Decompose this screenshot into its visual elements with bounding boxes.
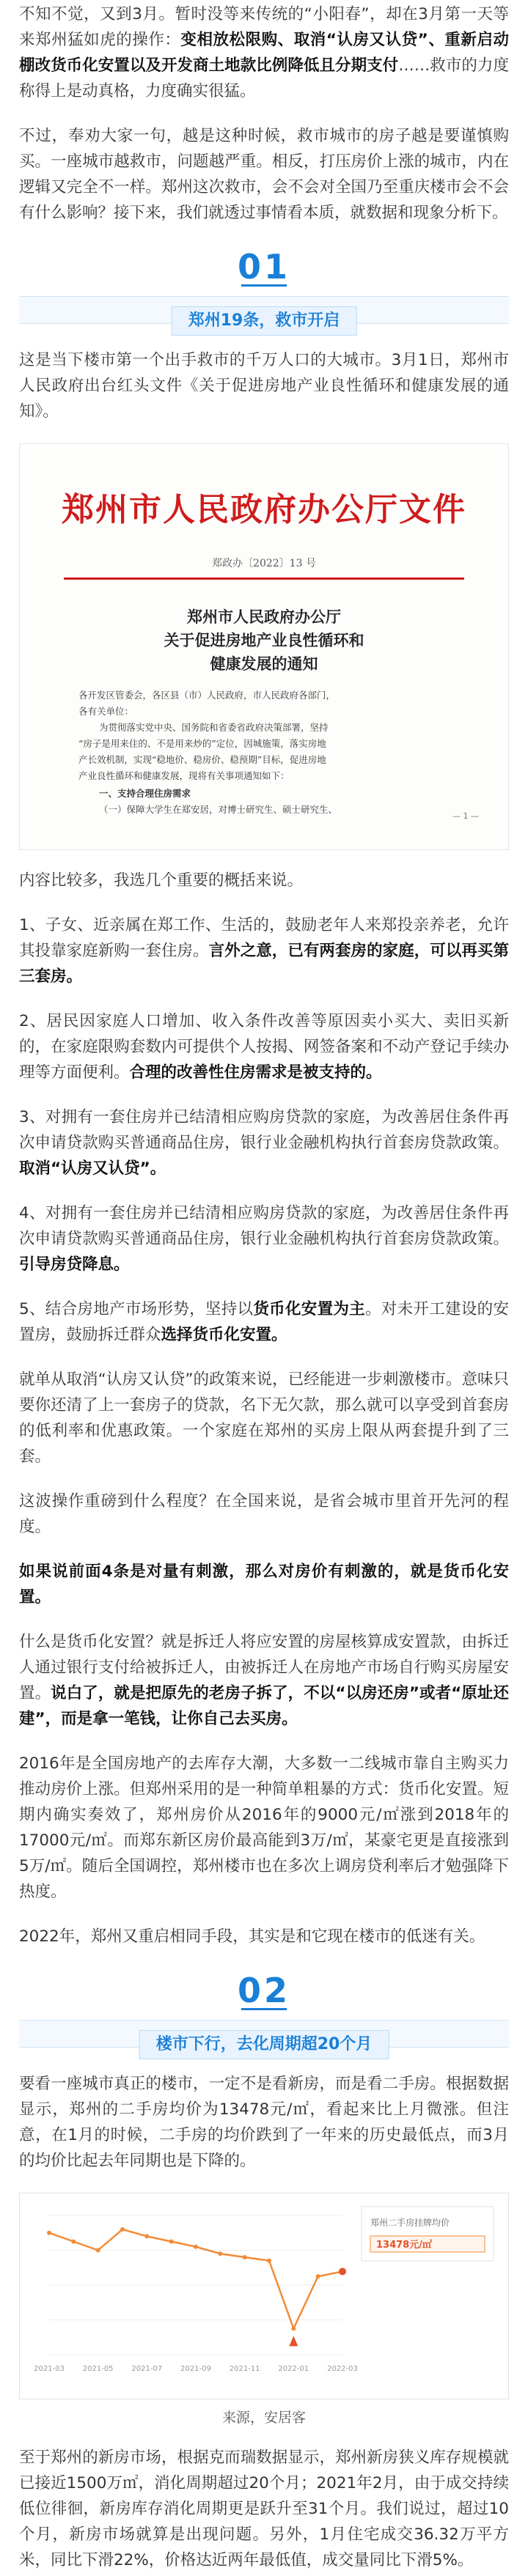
chart-point: [218, 2251, 222, 2256]
chart-grid: [49, 2215, 342, 2355]
section-number: 02: [237, 1971, 290, 2010]
intro-bold-text: 变相放松限购、取消“认房又认贷”、重新启动棚改货币化安置以及开发商土地款比例降低且分期支付: [19, 31, 509, 75]
chart-low-point-arrow: [289, 2336, 298, 2346]
document-number: 郑政办〔2022〕13 号: [212, 558, 316, 569]
chart-x-tick-label: 2021-05: [82, 2365, 114, 2373]
section-title: 楼市下行，去化周期超20个月: [139, 2030, 389, 2059]
chart-point: [316, 2274, 320, 2278]
section-1-paragraph-1: 这是当下楼市第一个出手救市的千万人口的大城市。3月1日，郑州市人民政府出台红头文件《关于促进房地产业良性循环和健康发展的通知》。: [19, 351, 509, 421]
section-1-paragraph-3: 就单从取消“认房又认贷”的政策来说，已经能进一步刺激楼市。意味只要你还清了上一套房子的贷款，名下无欠款，那么就可以享受到首套房的低利率和优惠政策。一个家庭在郑州的买房上限从两套提升到了三套。: [19, 1370, 509, 1466]
chart-point: [96, 2248, 100, 2253]
chart-series-line: [49, 2229, 342, 2328]
chart-x-ticks: [34, 2365, 358, 2373]
chart-x-tick-label: 2021-11: [229, 2365, 260, 2373]
price-trend-chart: [19, 2193, 509, 2399]
chart-points: [47, 2227, 346, 2346]
section-1-paragraph-5: 如果说前面4条是对量有刺激，那么对房价有刺激的，就是货币化安置。: [19, 1562, 509, 1606]
chart-point: [339, 2267, 346, 2275]
section-1-banner: [19, 245, 509, 331]
notice-title: 郑州市人民政府办公厅 关于促进房地产业良性循环和 健康发展的通知: [164, 608, 364, 673]
chart-x-tick-label: 2021-09: [180, 2365, 211, 2373]
section-number: 01: [237, 247, 290, 287]
section-2-banner: [19, 1968, 509, 2055]
section-1-paragraph-7: 2016年是全国房地产的去库存大潮，大多数一二线城市靠自主购买力推动房价上涨。但郑州采用的是一种简单粗暴的方式：货币化安置。短期内确实奏效了，郑州房价从2016年的9000元/㎡涨到2018年的17000元/㎡。而郑东新区房价最高能到3万/㎡，某豪宅更是直接涨到5万/㎡。随后全国调控，郑州楼市也在多次上调房贷利率后才勉强降下热度。: [19, 1754, 509, 1901]
chart-legend: [362, 2207, 494, 2261]
section-1-paragraph-2: 内容比较多，我选几个重要的概括来说。: [19, 871, 304, 890]
government-document-image: [19, 443, 509, 850]
chart-point: [194, 2245, 198, 2249]
document-page-number: — 1 —: [452, 811, 479, 821]
section-1-paragraph-8: 2022年，郑州又重启相同手段，其实是和它现在楼市的低迷有关。: [19, 1927, 485, 1946]
section-2-paragraph-2: 至于郑州的新房市场，根据克而瑞数据显示，郑州新房狭义库存规模就已接近1500万㎡，消化周期超过20个月；2021年2月，由于成交持续低位徘徊，新房库存消化周期更是跃升至31个月。我们说过，超过10个月，新房市场就算是出现问题。另外，1月住宅成交36.32万平方米，同比下滑22%，价格达近两年最低值，成交量同比下滑5%。: [19, 2448, 509, 2569]
chart-point: [144, 2234, 149, 2239]
section-title: 郑州19条，救市开启: [172, 306, 357, 336]
price-trend-chart-svg: [20, 2193, 508, 2399]
policy-item-1: 1、子女、近亲属在郑工作、生活的，鼓励老年人来郑投亲养老，允许其投靠家庭新购一套住房。言外之意，已有两套房的家庭，可以再买第三套房。: [19, 916, 509, 986]
chart-caption: 来源，安居客: [221, 2410, 306, 2426]
legend-label: 郑州二手房挂牌均价: [370, 2218, 450, 2228]
policy-item-4: 4、对拥有一套住房并已结清相应购房贷款的家庭，为改善居住条件再次申请贷款购买普通商品住房，银行业金融机构执行首套房贷款政策。引导房贷降息。: [19, 1204, 509, 1274]
chart-point: [243, 2255, 247, 2259]
document-red-header: 郑州市人民政府办公厅文件: [62, 491, 466, 528]
chart-x-tick-label: 2021-03: [34, 2365, 65, 2373]
policy-item-5: 5、结合房地产市场形势，坚持以货币化安置为主。对未开工建设的安置房，鼓励拆迁群众选择货币化安置。: [19, 1300, 509, 1344]
section-1-paragraph-4: 这波操作重磅到什么程度？在全国来说，是省会城市里首开先河的程度。: [19, 1492, 509, 1536]
section-2-paragraph-1: 要看一座城市真正的楼市，一定不是看新房，而是看二手房。根据数据显示，郑州的二手房均价为13478元/㎡，看起来比上月微涨。但注意，在1月的时候，二手房的均价跌到了一年来的历史最低点，而3月的均价比起去年同期也是下降的。: [19, 2075, 509, 2170]
chart-point: [267, 2259, 271, 2263]
chart-x-tick-label: 2022-03: [327, 2365, 358, 2373]
document-red-rule: [64, 577, 464, 580]
policy-item-3: 3、对拥有一套住房并已结清相应购房贷款的家庭，为改善居住条件再次申请贷款购买普通商品住房，银行业金融机构执行首套房贷款政策。取消“认房又认贷”。: [19, 1108, 509, 1178]
chart-point: [47, 2231, 51, 2235]
chart-x-tick-label: 2022-01: [278, 2365, 309, 2373]
chart-point: [169, 2240, 174, 2244]
chart-point: [291, 2326, 296, 2330]
chart-point: [71, 2240, 76, 2244]
notice-body: 各开发区管委会，各区县（市）人民政府，市人民政府各部门， 各有关单位： 为贯彻落实党中央、国务院和省委省政府决策部署，坚持 “房子是用来住的、不是用来炒的”定位，因城施策，落实房地 产长效机制，实现“稳地价、稳房价、稳预期”目标，促进房地 产业良性循环和健康发展，现将有关事项通知如下： 一、支持合理住房需求 （一）保障大学生在郑安居，对博士研究生、硕士研究生、: [78, 690, 338, 815]
chart-point: [120, 2227, 125, 2232]
policy-item-2: 2、居民因家庭人口增加、收入条件改善等原因卖小买大、卖旧买新的，在家庭限购套数内可提供个人按揭、网签备案和不动产登记手续办理等方面便利。合理的改善性住房需求是被支持的。: [19, 1012, 509, 1082]
legend-box: [362, 2207, 494, 2261]
intro-paragraph-2: 不过，奉劝大家一句，越是这种时候，救市城市的房子越是要谨慎购买。一座城市越救市，问题越严重。相反，打压房价上涨的城市，内在逻辑又完全不一样。郑州这次救市，会不会对全国乃至重庆楼市会不会有什么影响？接下来，我们就透过事情看本质，就数据和现象分析下。: [19, 127, 509, 222]
legend-value: 13478元/㎡: [376, 2240, 432, 2251]
intro-paragraph-1: 不知不觉，又到3月。暂时没等来传统的“小阳春”，却在3月第一天等来郑州猛如虎的操作：变相放松限购、取消“认房又认贷”、重新启动棚改货币化安置以及开发商土地款比例降低且分期支付……救市的力度称得上是动真格，力度确实很猛。: [19, 5, 509, 100]
section-1-paragraph-6: 什么是货币化安置？就是拆迁人将应安置的房屋核算成安置款，由拆迁人通过银行支付给被拆迁人，由被拆迁人在房地产市场自行购买房屋安置。说白了，就是把原先的老房子拆了，不以“以房还房”或者“原址还建”，而是拿一笔钱，让你自己去买房。: [19, 1633, 509, 1728]
chart-x-tick-label: 2021-07: [131, 2365, 163, 2373]
